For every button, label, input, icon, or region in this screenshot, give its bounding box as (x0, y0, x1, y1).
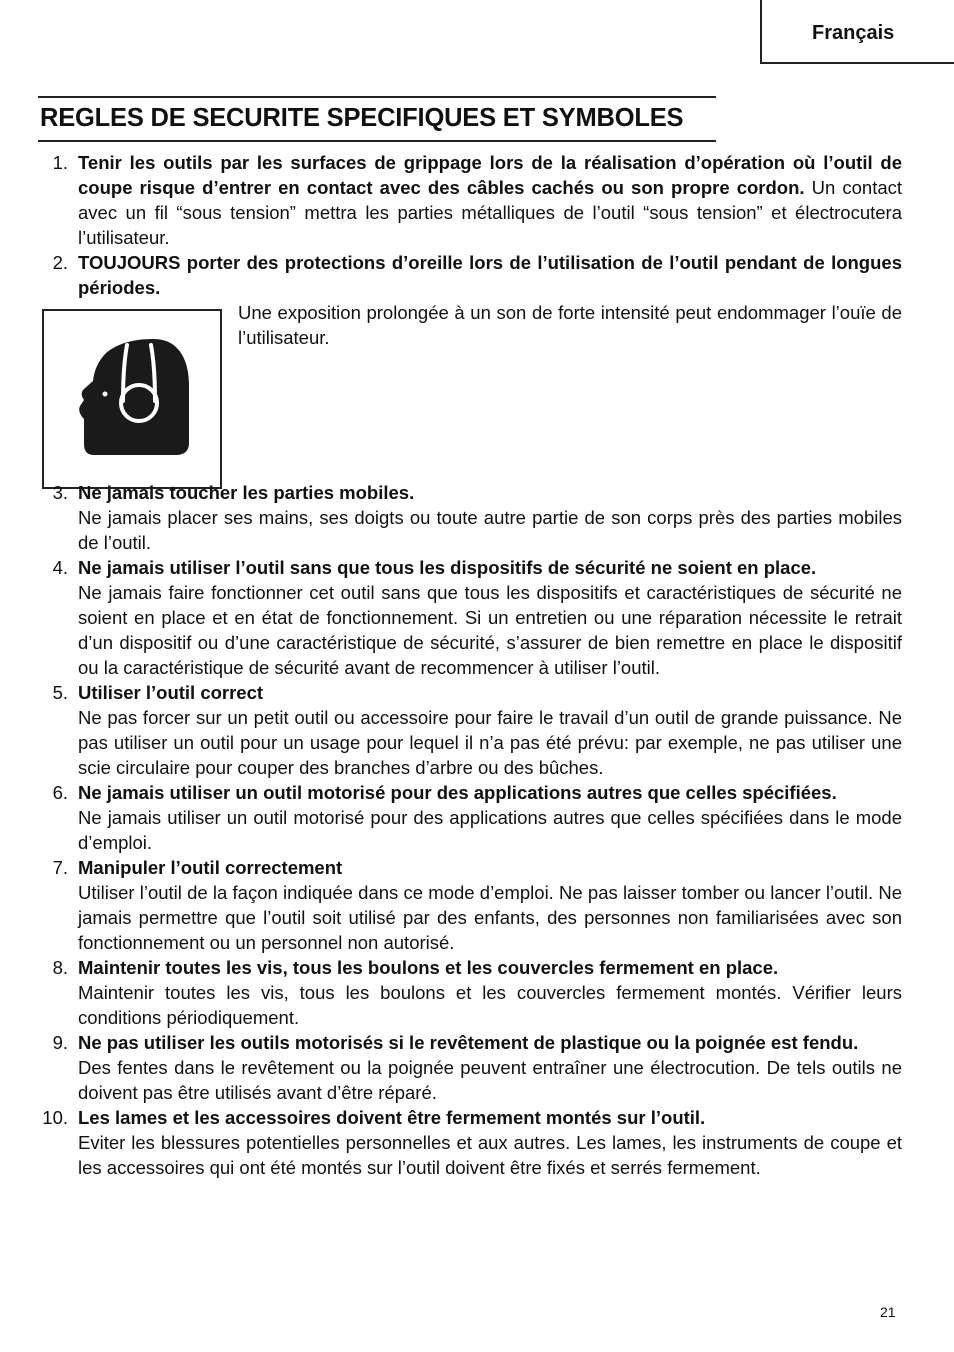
list-item (0, 555, 902, 680)
language-label: Français (812, 22, 895, 44)
item-body: Des fentes dans le revêtement ou la poignée peuvent entraîner une électrocution. De tels outils ne doivent pas être utilisés avant d’être réparé. (78, 1057, 902, 1103)
item-number: 8. (52, 957, 68, 978)
item-body: Ne jamais placer ses mains, ses doigts ou toute autre partie de son corps près des parties mobiles de l’outil. (78, 507, 902, 553)
list-item (0, 1030, 902, 1105)
item-heading: Maintenir toutes les vis, tous les boulons et les couvercles fermement en place. (78, 957, 779, 978)
list-item (0, 1105, 902, 1180)
item-heading: Manipuler l’outil correctement (78, 857, 343, 878)
item-body: Maintenir toutes les vis, tous les boulons et les couvercles fermement montés. Vérifier leurs conditions périodiquement. (78, 982, 902, 1028)
item-heading: Ne jamais toucher les parties mobiles. (78, 482, 415, 503)
list-item (0, 150, 902, 250)
item-body: Eviter les blessures potentielles personnelles et aux autres. Les lames, les instruments de coupe et les accessoires qui ont été montés sur l’outil doivent être fixés et serrés fermement. (78, 1132, 902, 1178)
list-item (0, 250, 902, 300)
item-body: Ne jamais faire fonctionner cet outil sans que tous les dispositifs et caractéristiques de sécurité ne soient en place et en état de fonctionnement. Si un entretien ou une réparation nécessite le retrait d’un dispositif ou d’une caractéristique de sécurité, s’assurer de bien remettre en place le dispositif ou la caractéristique de sécurité avant de recommencer à utiliser l’outil. (78, 582, 902, 678)
list-item (0, 955, 902, 1030)
item-number: 6. (52, 782, 68, 803)
item-number: 4. (52, 557, 68, 578)
safety-rules-list (0, 150, 954, 1180)
item-number: 9. (52, 1032, 68, 1053)
item-number: 7. (52, 857, 68, 878)
item-heading: Ne pas utiliser les outils motorisés si le revêtement de plastique ou la poignée est fendu. (78, 1032, 859, 1053)
item-number: 5. (52, 682, 68, 703)
ear-protection-icon (44, 311, 220, 487)
item-body: Utiliser l’outil de la façon indiquée dans ce mode d’emploi. Ne pas laisser tomber ou lancer l’outil. Ne jamais permettre que l’outil soit utilisé par des enfants, des personnes non familiarisées avec son fonctionnement ou un personnel non autorisé. (78, 882, 902, 953)
item-body: Ne pas forcer sur un petit outil ou accessoire pour faire le travail d’un outil de grande puissance. Ne pas utiliser un outil pour un usage pour lequel il n’a pas été prévu: par exemple, ne pas utiliser une scie circulaire pour couper des branches d’arbre ou des bûches. (78, 707, 902, 778)
item-body: Un contact avec un fil “sous tension” mettra les parties métalliques de l’outil “sous tension” et électrocutera l’utilisateur. (78, 177, 903, 248)
item-body: Une exposition prolongée à un son de forte intensité peut endommager l’ouïe de l’utilisateur. (238, 302, 902, 348)
item-heading (78, 150, 902, 250)
list-item (0, 680, 902, 780)
item-number: 2. (52, 252, 68, 273)
item-heading: Ne jamais utiliser l’outil sans que tous les dispositifs de sécurité ne soient en place. (78, 557, 817, 578)
ear-protection-symbol (42, 309, 222, 489)
list-item (0, 855, 902, 955)
item-heading: Les lames et les accessoires doivent être fermement montés sur l’outil. (78, 1107, 706, 1128)
item-heading: Ne jamais utiliser un outil motorisé pour des applications autres que celles spécifiées. (78, 782, 837, 803)
item-heading-text: Tenir les outils par les surfaces de grippage lors de la réalisation d’opération où l’outil de coupe risque d’entrer en contact avec des câbles cachés ou son propre cordon. (78, 152, 902, 198)
page-number: 21 (880, 1304, 896, 1320)
section-title: REGLES DE SECURITE SPECIFIQUES ET SYMBOLES (38, 96, 716, 142)
item-heading: TOUJOURS porter des protections d’oreille lors de l’utilisation de l’outil pendant de longues périodes. (78, 252, 902, 298)
item-heading: Utiliser l’outil correct (78, 682, 264, 703)
item-body: Ne jamais utiliser un outil motorisé pour des applications autres que celles spécifiées dans le mode d’emploi. (78, 807, 902, 853)
language-tab (760, 0, 954, 64)
list-item (0, 780, 902, 855)
item-number: 10. (42, 1107, 68, 1128)
list-item (0, 480, 902, 555)
item-number: 3. (52, 482, 68, 503)
ear-protection-row (0, 300, 954, 480)
item-number: 1. (52, 152, 68, 173)
